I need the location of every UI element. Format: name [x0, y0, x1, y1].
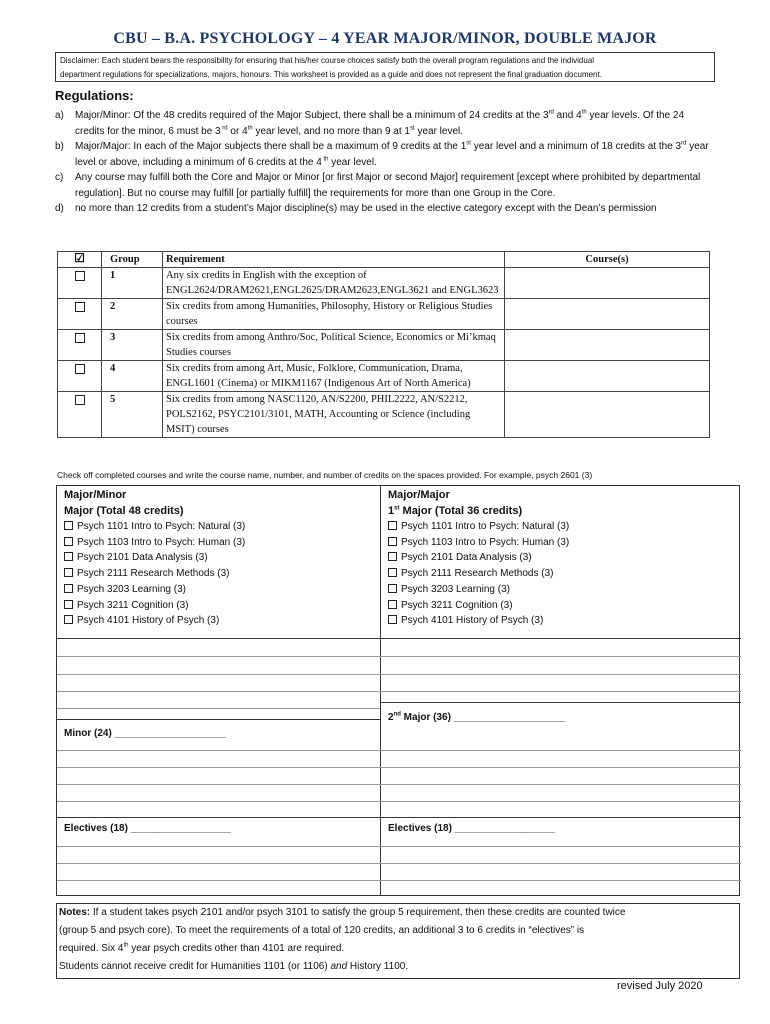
course-entry[interactable] [505, 330, 710, 361]
course-item[interactable]: Psych 3211 Cognition (3) [57, 598, 380, 614]
table-row: 4 Six credits from among Art, Music, Folklore, Communication, Drama, ENGL1601 (Cinema) or MIKM1167 (Indigenous Art of North America) [58, 361, 710, 392]
checkbox[interactable] [388, 521, 397, 530]
regulation-a: a) Major/Minor: Of the 48 credits required of the Major Subject, there shall be a minimum of 24 credits at the 3rd and 4th year levels. Of the 24 credits for the minor, 6 must be 3 $^{rd}$ or 4th year level, and no more than 9 at 1st year level. [55, 109, 685, 137]
checkbox[interactable] [64, 552, 73, 561]
course-item[interactable]: Psych 4101 History of Psych (3) [381, 613, 739, 629]
checkbox[interactable] [388, 552, 397, 561]
checkbox[interactable] [64, 568, 73, 577]
header-requirement: Requirement [163, 252, 505, 268]
revision-date: revised July 2020 [617, 980, 703, 992]
course-entry[interactable] [505, 392, 710, 438]
course-item[interactable]: Psych 2111 Research Methods (3) [57, 566, 380, 582]
disclaimer-line-1: Disclaimer: Each student bears the responsibility for ensuring that his/her course choices satisfy both the overall program regulations and the individual [60, 56, 595, 65]
write-line[interactable] [57, 767, 741, 768]
electives-label-left: Electives (18) __________________ [64, 823, 231, 834]
checkbox[interactable] [388, 615, 397, 624]
checkbox[interactable] [75, 364, 85, 374]
checkbox[interactable] [64, 584, 73, 593]
notes-line-3: required. Six 4th year psych credits other than 4101 are required. [59, 942, 345, 954]
notes-line-4: Students cannot receive credit for Humanities 1101 (or 1106) and History 1100. [59, 961, 409, 972]
header-group: Group [102, 252, 163, 268]
course-entry[interactable] [505, 299, 710, 330]
checkbox[interactable] [75, 302, 85, 312]
minor-label: Minor (24) ____________________ [64, 728, 226, 739]
regulations-list [55, 108, 715, 217]
checkbox[interactable] [75, 333, 85, 343]
regulation-c: c) Any course may fulfill both the Core and Major or Minor [or first Major or second Major] requirement [except where prohibited by departmental regulation]. But no course may fulfill [or partially fulfill] the requirements for more than one Group in the Core. [55, 172, 701, 199]
course-item[interactable]: Psych 2111 Research Methods (3) [381, 566, 739, 582]
table-row: 2 Six credits from among Humanities, Philosophy, History or Religious Studies courses [58, 299, 710, 330]
checkbox[interactable] [388, 568, 397, 577]
checkbox[interactable] [64, 521, 73, 530]
write-line[interactable] [57, 784, 741, 785]
write-line[interactable] [57, 674, 741, 675]
course-item[interactable]: Psych 3203 Learning (3) [381, 582, 739, 598]
course-item[interactable]: Psych 2101 Data Analysis (3) [381, 550, 739, 566]
table-row: 5 Six credits from among NASC1120, AN/S2200, PHIL2222, AN/S2212, POLS2162, PSYC2101/3101, MATH, Accounting or Science (including MSIT) courses [58, 392, 710, 438]
notes-box [56, 903, 740, 979]
major-48-heading: Major (Total 48 credits) [64, 505, 184, 517]
checkbox[interactable] [388, 537, 397, 546]
course-item[interactable]: Psych 2101 Data Analysis (3) [57, 550, 380, 566]
write-line[interactable] [57, 708, 380, 709]
disclaimer-line-2: department regulations for specializations, majors, honours. This worksheet is provided as a guide and does not represent the final graduation document. [60, 70, 602, 79]
course-item[interactable]: Psych 1103 Intro to Psych: Human (3) [57, 535, 380, 551]
course-entry[interactable] [505, 361, 710, 392]
course-item[interactable]: Psych 1101 Intro to Psych: Natural (3) [57, 519, 380, 535]
table-header-row [58, 252, 710, 268]
page-title: CBU – B.A. PSYCHOLOGY – 4 YEAR MAJOR/MINOR, DOUBLE MAJOR [113, 30, 657, 47]
course-item[interactable]: Psych 4101 History of Psych (3) [57, 613, 380, 629]
write-line[interactable] [57, 817, 741, 818]
regulation-d: d) no more than 12 credits from a student’s Major discipline(s) may be used in the elective category except with the Dean’s permission [55, 203, 657, 214]
checkbox[interactable] [75, 271, 85, 281]
write-line[interactable] [57, 656, 741, 657]
course-item[interactable]: Psych 3203 Learning (3) [57, 582, 380, 598]
major-worksheet-grid [56, 485, 740, 896]
write-line[interactable] [57, 880, 741, 881]
major-major-heading: Major/Major [388, 489, 450, 501]
major-major-column [381, 486, 739, 629]
checkbox[interactable] [75, 395, 85, 405]
checkbox[interactable] [388, 584, 397, 593]
table-row: 1 Any six credits in English with the exception of ENGL2624/DRAM2621,ENGL2625/DRAM2623,ENGL3621 and ENGL3623 [58, 268, 710, 299]
first-major-heading: 1st Major (Total 36 credits) [388, 505, 523, 517]
write-line[interactable] [57, 801, 741, 802]
electives-label-right: Electives (18) __________________ [388, 823, 555, 834]
write-line[interactable] [57, 638, 741, 639]
write-line[interactable] [57, 846, 741, 847]
write-line[interactable] [381, 702, 741, 703]
table-row: 3 Six credits from among Anthro/Soc, Political Science, Economics or Mi’kmaq Studies courses [58, 330, 710, 361]
major-minor-heading: Major/Minor [64, 489, 127, 501]
write-line[interactable] [57, 719, 380, 720]
core-requirements-table [57, 251, 710, 438]
notes-line-2: (group 5 and psych core). To meet the requirements of a total of 120 credits, an additional 3 to 6 credits in “electives” is [59, 925, 585, 936]
write-line[interactable] [57, 750, 741, 751]
disclaimer-box [55, 52, 715, 82]
checkbox[interactable] [64, 615, 73, 624]
checkbox[interactable] [388, 600, 397, 609]
checkbox[interactable] [64, 537, 73, 546]
major-minor-column [57, 486, 380, 629]
write-line[interactable] [57, 863, 741, 864]
check-instructions: Check off completed courses and write the course name, number, and number of credits on the spaces provided. For example, psych 2601 (3) [57, 470, 593, 480]
course-item[interactable]: Psych 3211 Cognition (3) [381, 598, 739, 614]
course-entry[interactable] [505, 268, 710, 299]
course-item[interactable]: Psych 1101 Intro to Psych: Natural (3) [381, 519, 739, 535]
checkbox[interactable] [64, 600, 73, 609]
write-line[interactable] [57, 691, 741, 692]
regulations-heading: Regulations: [55, 88, 134, 103]
second-major-label: 2nd Major (36) ____________________ [388, 711, 565, 723]
header-courses: Course(s) [505, 252, 710, 268]
regulation-b: b) Major/Major: In each of the Major subjects there shall be a maximum of 9 credits at the 1st year level and a minimum of 18 credits at the 3rd year level or above, including a minimum of 6 credits at the 4 $^{th}$ year level. [55, 140, 709, 168]
notes-line-1: Notes: If a student takes psych 2101 and/or psych 3101 to satisfy the group 5 requirement, then these credits are counted twice [59, 907, 626, 918]
course-item[interactable]: Psych 1103 Intro to Psych: Human (3) [381, 535, 739, 551]
checked-box-icon: ☑ [74, 251, 85, 265]
